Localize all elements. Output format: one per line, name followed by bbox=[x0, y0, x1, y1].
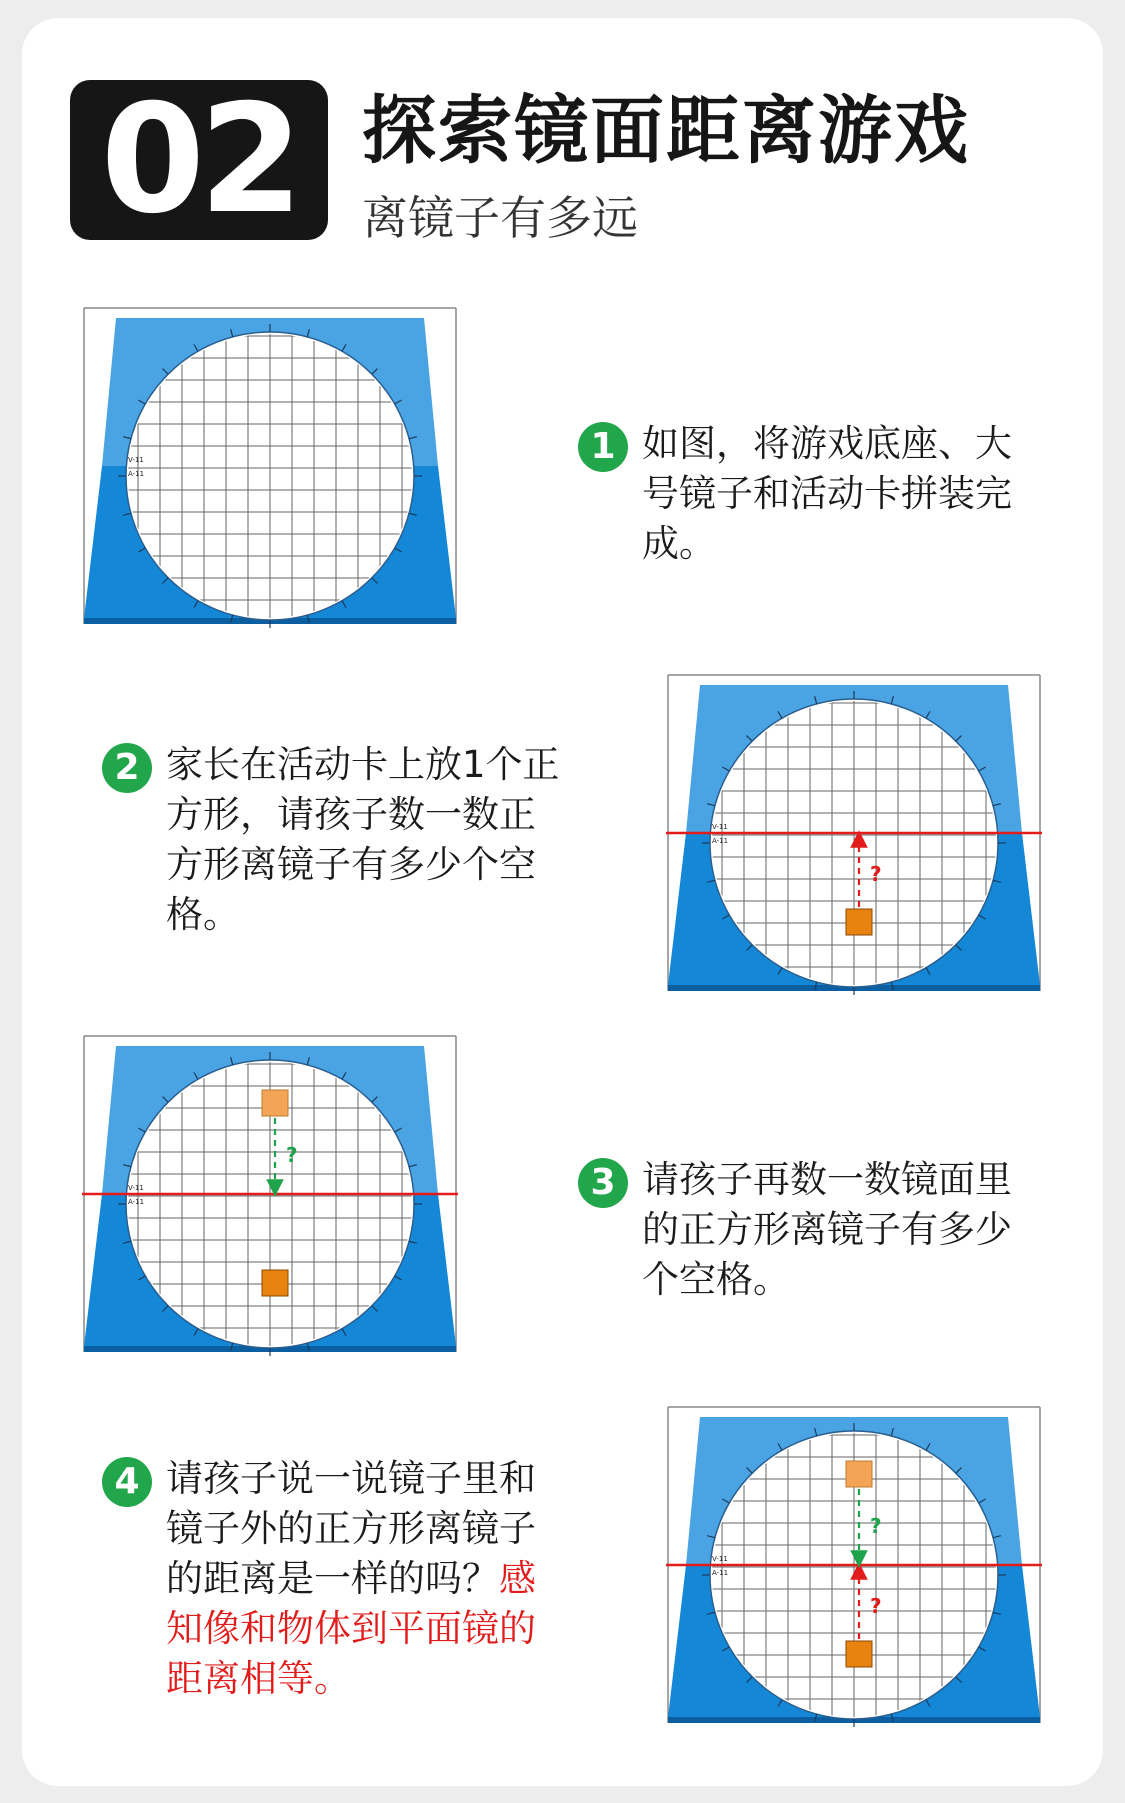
step-1-text: 如图，将游戏底座、大号镜子和活动卡拼装完成。 bbox=[642, 422, 1012, 565]
mirror-illustration bbox=[82, 306, 458, 630]
card-label-bottom: A-11 bbox=[712, 837, 729, 845]
figure-step-1 bbox=[82, 306, 458, 630]
step-1 bbox=[578, 419, 1038, 569]
card-label-top: V-11 bbox=[128, 456, 144, 464]
step-4-text bbox=[166, 1454, 562, 1704]
section-number: 02 bbox=[100, 73, 298, 247]
square-object bbox=[846, 909, 872, 935]
mirror-illustration bbox=[666, 673, 1042, 997]
card-label-bottom: A-11 bbox=[128, 470, 145, 478]
step-4 bbox=[102, 1454, 562, 1704]
step-4-highlight: 感知像和物体到平面镜的距离相等。 bbox=[166, 1557, 536, 1700]
step-3-text: 请孩子再数一数镜面里的正方形离镜子有多少个空格。 bbox=[642, 1158, 1012, 1301]
question-mark-red: ? bbox=[870, 862, 882, 886]
square-reflection bbox=[846, 1461, 872, 1487]
step-2-badge: 2 bbox=[102, 743, 152, 793]
square-object bbox=[262, 1270, 288, 1296]
square-object bbox=[846, 1641, 872, 1667]
square-reflection bbox=[262, 1090, 288, 1116]
figure-step-3 bbox=[82, 1034, 458, 1358]
step-3-badge: 3 bbox=[578, 1158, 628, 1208]
question-mark-green: ? bbox=[286, 1143, 298, 1167]
page-subtitle: 离镜子有多远 bbox=[362, 191, 638, 245]
step-2 bbox=[102, 740, 562, 940]
step-4-question: 请孩子说一说镜子里和镜子外的正方形离镜子的距离是一样的吗？ bbox=[166, 1457, 536, 1600]
step-1-badge: 1 bbox=[578, 422, 628, 472]
question-mark-red: ? bbox=[870, 1594, 882, 1618]
mirror-illustration bbox=[82, 1034, 458, 1358]
card-label-top: V-11 bbox=[128, 1184, 144, 1192]
card-label-top: V-11 bbox=[712, 1555, 728, 1563]
question-mark-green: ? bbox=[870, 1514, 882, 1538]
page-title: 探索镜面距离游戏 bbox=[362, 88, 970, 174]
card-label-top: V-11 bbox=[712, 823, 728, 831]
card-label-bottom: A-11 bbox=[712, 1569, 729, 1577]
figure-step-4 bbox=[666, 1405, 1042, 1729]
step-4-badge: 4 bbox=[102, 1457, 152, 1507]
step-2-text: 家长在活动卡上放1个正方形，请孩子数一数正方形离镜子有多少个空格。 bbox=[166, 743, 560, 936]
card-label-bottom: A-11 bbox=[128, 1198, 145, 1206]
mirror-illustration bbox=[666, 1405, 1042, 1729]
section-number-box bbox=[70, 73, 328, 247]
step-3 bbox=[578, 1155, 1038, 1305]
figure-step-2 bbox=[666, 673, 1042, 997]
